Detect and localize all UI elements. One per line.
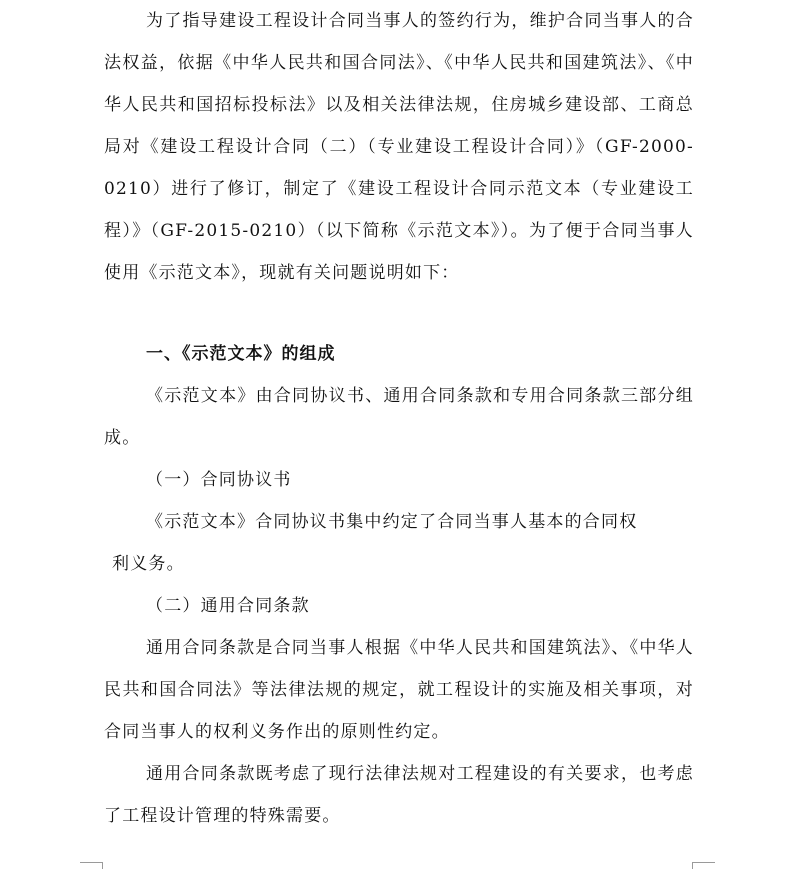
composition-paragraph: 《示范文本》由合同协议书、通用合同条款和专用合同条款三部分组成。 [104, 386, 694, 448]
agreement-paragraph-line2: 利义务。 [112, 554, 185, 574]
section-heading-composition: 一、《示范文本》的组成 [146, 344, 336, 364]
subheading-agreement: （一）合同协议书 [146, 470, 292, 490]
intro-paragraph: 为了指导建设工程设计合同当事人的签约行为，维护合同当事人的合法权益，依据《中华人民共和国合同法》、《中华人民共和国建筑法》、《中华人民共和国招标投标法》以及相关法律法规，住房城乡建设部、工商总局对《建设工程设计合同（二）（专业建设工程设计合同）》（GF-2000-0210）进行了修订，制定了《建设工程设计合同示范文本（专业建设工程）》（GF-2015-0210）（以下简称《示范文本》）。为了便于合同当事人使用《示范文本》，现就有关问题说明如下： [104, 11, 694, 283]
agreement-paragraph-line1: 《示范文本》合同协议书集中约定了合同当事人基本的合同权 [146, 512, 638, 532]
general-terms-paragraph-1: 通用合同条款是合同当事人根据《中华人民共和国建筑法》、《中华人民共和国合同法》等法律法规的规定，就工程设计的实施及相关事项，对合同当事人的权利义务作出的原则性约定。 [104, 638, 694, 742]
subheading-general-terms: （二）通用合同条款 [146, 596, 310, 616]
crop-mark-left [80, 862, 103, 869]
crop-mark-right [692, 862, 715, 869]
general-terms-paragraph-2: 通用合同条款既考虑了现行法律法规对工程建设的有关要求，也考虑了工程设计管理的特殊需要。 [104, 764, 694, 826]
